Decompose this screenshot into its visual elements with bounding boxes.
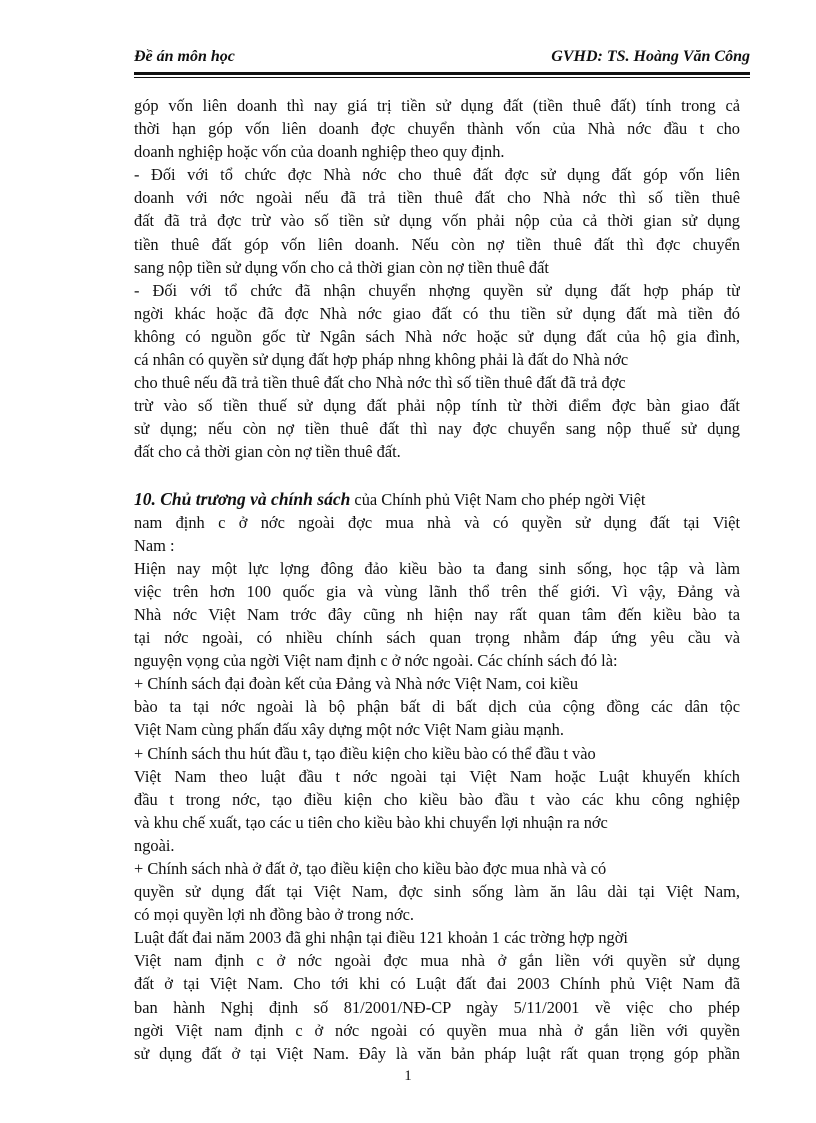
text-line: Việt Nam cùng phấn đấu xây dựng một nớc Việt Nam giàu mạnh. xyxy=(134,720,564,740)
section-heading: 10. Chủ trương và chính sách xyxy=(134,488,351,509)
section-heading-line xyxy=(134,488,740,511)
text-line: doanh nghiệp hoặc vốn của doanh nghiệp theo quy định. xyxy=(134,142,505,162)
text-line: Việt nam định c ở nớc ngoài đợc mua nhà ở gắn liền với quyền sử dụng xyxy=(134,951,740,971)
text-line: + Chính sách nhà ở đất ở, tạo điều kiện cho kiều bào đợc mua nhà và có xyxy=(134,859,607,878)
text-line: cho thuê nếu đã trả tiền thuê đất cho Nhà nớc thì số tiền thuê đất đã trả đợc xyxy=(134,373,626,393)
paragraph-3 xyxy=(134,279,740,464)
text-line: - Đối với tổ chức đã nhận chuyển nhợng quyền sử dụng đất hợp pháp từ xyxy=(134,280,740,300)
text-line: và khu chế xuất, tạo các u tiên cho kiều bào khi chuyển lợi nhuận ra nớc xyxy=(134,812,608,832)
paragraph-1 xyxy=(134,94,740,163)
text-line: nguyện vọng của ngời Việt nam định c ở nớc ngoài. Các chính sách đó là: xyxy=(134,651,618,671)
text-line: sử dụng; nếu còn nợ tiền thuê đất thì nay đợc chuyển sang nộp thuế sử dụng xyxy=(134,419,740,439)
text-line: Nam : xyxy=(134,535,175,555)
text-line: ban hành Nghị định số 81/2001/NĐ-CP ngày 5/11/2001 về việc cho phép xyxy=(134,997,740,1017)
text-line: góp vốn liên doanh thì nay giá trị tiền sử dụng đất (tiền thuê đất) tính trong cả xyxy=(134,96,740,115)
text-line: sử dụng đất ở tại Việt Nam. Đây là văn bản pháp luật rất quan trọng góp phần xyxy=(134,1043,740,1063)
text-line: đất ở tại Việt Nam. Cho tới khi có Luật đất đai 2003 Chính phủ Việt Nam đã xyxy=(134,974,740,994)
text-line: đất đã trả đợc trừ vào số tiền sử dụng vốn phải nộp của cả thời gian sử dụng xyxy=(134,211,740,231)
text-line: không có nguồn gốc từ Ngân sách Nhà nớc hoặc sử dụng đất của hộ gia đình, xyxy=(134,326,740,346)
page-number: 1 xyxy=(404,1068,412,1084)
paragraph-gap xyxy=(134,464,740,488)
heading-continuation: của Chính phủ Việt Nam cho phép ngời Việt xyxy=(350,489,646,509)
text-line: có mọi quyền lợi nh đồng bào ở trong nớc. xyxy=(134,905,415,925)
paragraph-2 xyxy=(134,163,740,278)
text-line: + Chính sách thu hút đầu t, tạo điều kiện cho kiều bào có thể đầu t vào xyxy=(134,743,596,763)
header-course-title: Đề án môn học xyxy=(134,48,235,65)
text-line: nam định c ở nớc ngoài đợc mua nhà và có quyền sử dụng đất tại Việt xyxy=(134,512,740,532)
document-body xyxy=(134,94,740,1065)
text-line: tiền thuê đất góp vốn liên doanh. Nếu còn nợ tiền thuê đất thì đợc chuyển xyxy=(134,234,740,254)
text-line: tại nớc ngoài, có nhiều chính sách quan trọng nhằm đáp ứng yêu cầu và xyxy=(134,628,740,648)
text-line: Luật đất đai năm 2003 đã ghi nhận tại điều 121 khoản 1 các trờng hợp ngời xyxy=(134,928,628,948)
header-rule-thin xyxy=(134,77,750,78)
text-line: đầu t trong nớc, tạo điều kiện cho kiều bào đầu t vào các khu công nghiệp xyxy=(134,789,740,809)
text-line: ngời Việt nam định c ở nớc ngoài có quyền mua nhà ở gắn liền với quyền xyxy=(134,1020,740,1040)
header-supervisor: GVHD: TS. Hoàng Văn Công xyxy=(551,48,750,65)
text-line: ngời khác hoặc đã đợc Nhà nớc giao đất có thu tiền sử dụng đất mà tiền đó xyxy=(134,303,740,323)
text-line: trừ vào số tiền thuế sử dụng đất phải nộp tính từ thời điểm đợc bàn giao đất xyxy=(134,396,740,416)
text-line: đất cho cả thời gian còn nợ tiền thuê đất. xyxy=(134,442,401,462)
text-line: quyền sử dụng đất tại Việt Nam, đợc sinh sống làm ăn lâu dài tại Việt Nam, xyxy=(134,882,740,902)
header-rule-thick xyxy=(134,72,750,75)
text-line: Nhà nớc Việt Nam trớc đây cũng nh hiện nay rất quan tâm đến kiều bào ta xyxy=(134,604,740,624)
text-line: ngoài. xyxy=(134,835,175,855)
text-line: cá nhân có quyền sử dụng đất hợp pháp nhng không phải là đất do Nhà nớc xyxy=(134,350,629,370)
text-line: bào ta tại nớc ngoài là bộ phận bất di bất dịch của cộng đồng các dân tộc xyxy=(134,697,740,717)
text-line: sang nộp tiền sử dụng vốn cho cả thời gian còn nợ tiền thuê đất xyxy=(134,257,549,277)
text-line: doanh với nớc ngoài nếu đã trả tiền thuê đất cho Nhà nớc thì số tiền thuê xyxy=(134,188,740,208)
text-line: thời hạn góp vốn liên doanh đợc chuyển thành vốn của Nhà nớc đầu t cho xyxy=(134,119,740,139)
text-line: - Đối với tổ chức đợc Nhà nớc cho thuê đất đợc sử dụng đất góp vốn liên xyxy=(134,165,740,185)
section-10 xyxy=(134,488,740,1065)
page-header xyxy=(134,48,750,70)
text-line: Hiện nay một lực lợng đông đảo kiều bào ta đang sinh sống, học tập và làm xyxy=(134,558,740,578)
text-line: Việt Nam theo luật đầu t nớc ngoài tại Việt Nam hoặc Luật khuyến khích xyxy=(134,766,740,786)
text-line: + Chính sách đại đoàn kết của Đảng và Nhà nớc Việt Nam, coi kiều xyxy=(134,674,579,694)
text-line: việc trên hơn 100 quốc gia và vùng lãnh thổ trên thế giới. Vì vậy, Đảng và xyxy=(134,581,740,601)
